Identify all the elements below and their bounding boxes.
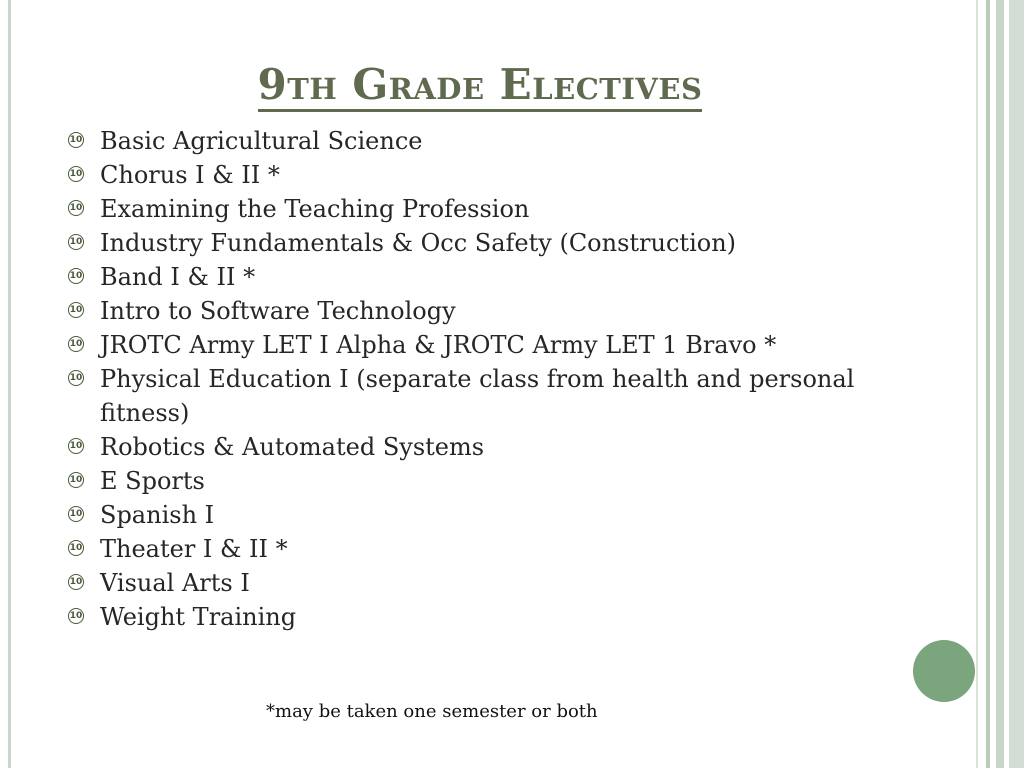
slide-title-text: 9th Grade Electives — [258, 60, 703, 112]
footnote: *may be taken one semester or both — [266, 701, 598, 722]
right-decorative-stripes — [976, 0, 1024, 768]
list-item: 10 JROTC Army LET I Alpha & JROTC Army LET 1 Bravo * — [66, 328, 896, 362]
circled-ten-bullet-icon: 10 — [66, 430, 100, 464]
circled-ten-bullet-icon: 10 — [66, 124, 100, 158]
list-item: 10 Examining the Teaching Profession — [66, 192, 896, 226]
circled-ten-bullet-icon: 10 — [66, 260, 100, 294]
circled-ten-bullet-icon: 10 — [66, 362, 100, 396]
circled-ten-bullet-icon: 10 — [66, 600, 100, 634]
electives-list — [66, 124, 896, 634]
circled-ten-bullet-icon: 10 — [66, 226, 100, 260]
circled-ten-bullet-icon: 10 — [66, 464, 100, 498]
list-item: 10 Weight Training — [66, 600, 896, 634]
list-item: 10 Intro to Software Technology — [66, 294, 896, 328]
circled-ten-bullet-icon: 10 — [66, 328, 100, 362]
list-item: 10 Robotics & Automated Systems — [66, 430, 896, 464]
list-item: 10 Spanish I — [66, 498, 896, 532]
circled-ten-bullet-icon: 10 — [66, 532, 100, 566]
list-item: 10 Chorus I & II * — [66, 158, 896, 192]
list-item: 10 Industry Fundamentals & Occ Safety (Construction) — [66, 226, 896, 260]
circled-ten-bullet-icon: 10 — [66, 498, 100, 532]
decorative-green-circle — [913, 640, 975, 702]
circled-ten-bullet-icon: 10 — [66, 566, 100, 600]
list-item: 10 Basic Agricultural Science — [66, 124, 896, 158]
left-border-rule — [8, 0, 11, 768]
list-item: 10 Visual Arts I — [66, 566, 896, 600]
circled-ten-bullet-icon: 10 — [66, 192, 100, 226]
list-item: 10 Physical Education I (separate class from health and personal fitness) — [66, 362, 896, 430]
list-item: 10 E Sports — [66, 464, 896, 498]
list-item: 10 Theater I & II * — [66, 532, 896, 566]
circled-ten-bullet-icon: 10 — [66, 294, 100, 328]
circled-ten-bullet-icon: 10 — [66, 158, 100, 192]
slide-title — [0, 60, 960, 109]
list-item: 10 Band I & II * — [66, 260, 896, 294]
